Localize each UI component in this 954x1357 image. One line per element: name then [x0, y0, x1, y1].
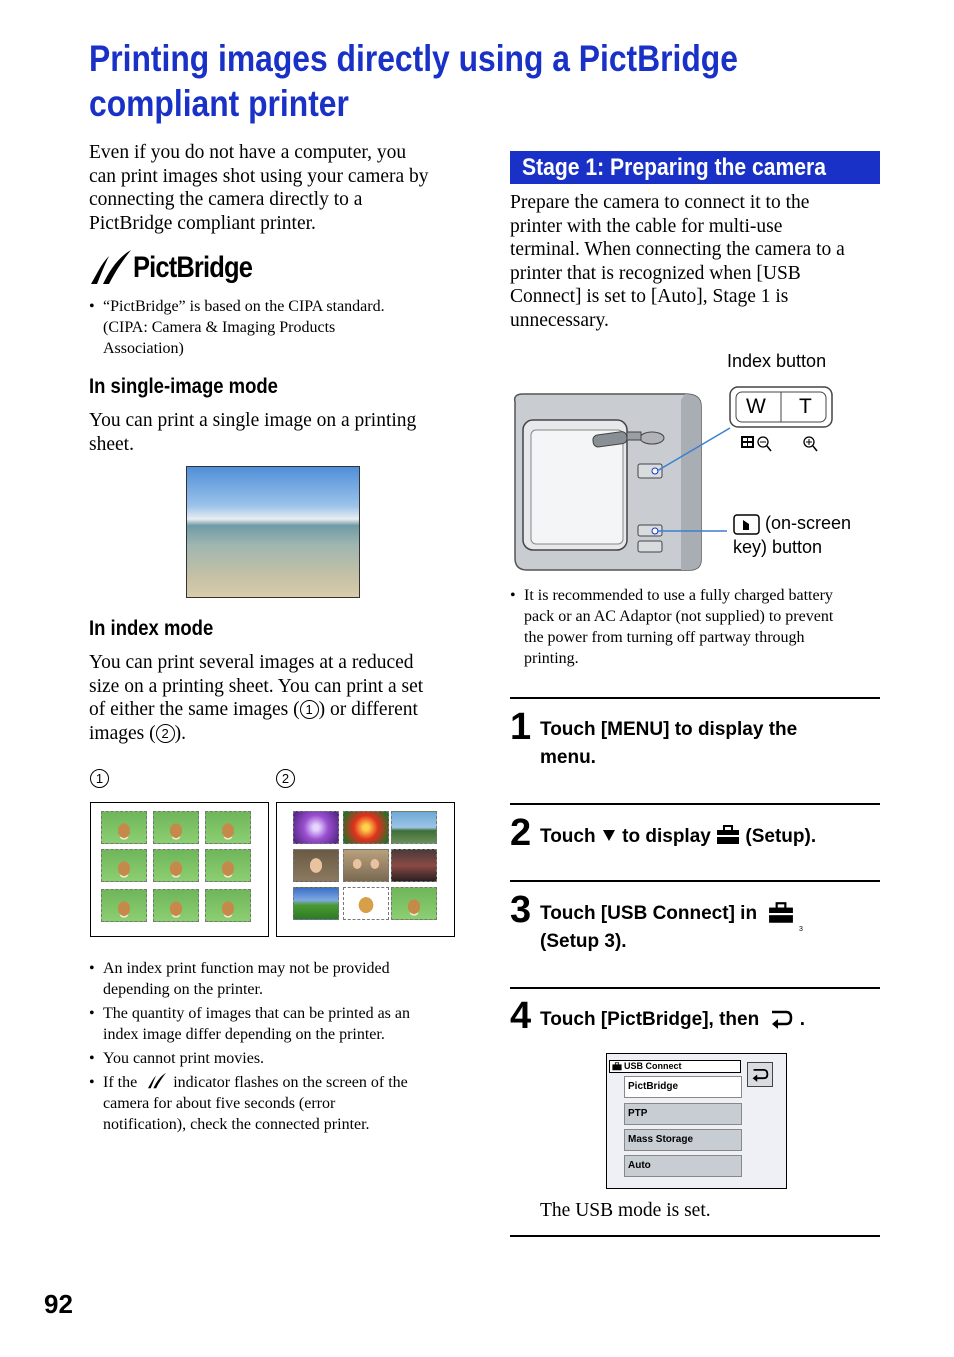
w-label: W: [746, 395, 766, 418]
toolbox-icon: [716, 825, 740, 845]
thumb-landscape: [391, 811, 437, 844]
usb-option-auto[interactable]: Auto: [624, 1155, 742, 1177]
single-mode-heading: In single-image mode: [89, 375, 278, 398]
setup-3-subscript: 3: [799, 926, 803, 933]
step-3-number: 3: [510, 889, 532, 931]
index-mode-text: You can print several images at a reduced size on a printing sheet. You can print a set of either the same images ( 1 ) or different images ( 2 ).: [89, 652, 424, 744]
usb-connect-header: USB Connect: [609, 1060, 741, 1073]
pictbridge-logo: PictBridge: [89, 248, 133, 293]
toolbox-icon: [612, 1062, 622, 1071]
return-icon: [748, 1063, 772, 1086]
thumb: [153, 849, 199, 882]
thumb-tree: [391, 849, 437, 882]
onscreen-key-label-b: key) button: [733, 537, 823, 557]
thumb-flower-purple: [293, 811, 339, 844]
marker-2: 2: [276, 769, 295, 788]
return-icon: [768, 1008, 794, 1030]
marker-1: 1: [90, 769, 109, 788]
thumb-field: [293, 887, 339, 920]
thumb: [101, 889, 147, 922]
divider: [510, 697, 880, 699]
thumb: [101, 811, 147, 844]
thumb-flower-red: [343, 811, 389, 844]
index-mode-heading: In index mode: [89, 617, 214, 640]
stage-heading: Stage 1: Preparing the camera: [510, 151, 880, 184]
return-button[interactable]: [747, 1062, 773, 1087]
battery-note: • It is recommended to use a fully charged battery pack or an AC Adaptor (not supplied) to prevent the power from turning off partway through printing.: [510, 585, 890, 669]
step-4-text: Touch [PictBridge], then .: [540, 1009, 806, 1030]
page-title: Printing images directly using a PictBridge compliant printer: [89, 38, 738, 124]
index-notes: • An index print function may not be provided depending on the printer. • The quantity of images that can be printed as an index image differ depending on the printer. • You cannot print movies. • If the indicator flashes on the screen of the camera for about five seconds (error notification), check the connected printer.: [89, 958, 469, 1135]
step-3-text: Touch [USB Connect] in (Setup 3).: [540, 900, 794, 956]
thumb: [153, 889, 199, 922]
step-1-text: Touch [MENU] to display the menu.: [540, 719, 798, 768]
step-2-text: Touch to display (Setup).: [540, 826, 817, 847]
thumb-dog: [391, 887, 437, 920]
thumb: [153, 811, 199, 844]
thumb: [205, 849, 251, 882]
single-mode-text: You can print a single image on a printing sheet.: [89, 410, 417, 455]
usb-option-pictbridge[interactable]: PictBridge: [624, 1076, 742, 1098]
divider: [510, 987, 880, 989]
usb-option-ptp[interactable]: PTP: [624, 1103, 742, 1125]
pictbridge-indicator-icon: [143, 1072, 171, 1090]
usb-result-text: The USB mode is set.: [540, 1200, 711, 1221]
pictbridge-logo-icon: [89, 248, 133, 288]
down-triangle-icon: [603, 830, 615, 841]
divider: [510, 880, 880, 882]
usb-option-mass-storage[interactable]: Mass Storage: [624, 1129, 742, 1151]
divider: [510, 1235, 880, 1237]
index-button-label: Index button: [727, 351, 827, 371]
thumb-group: [343, 849, 389, 882]
thumb-puppy: [343, 887, 389, 920]
thumb: [101, 849, 147, 882]
onscreen-key-label-a: (on-screen: [765, 513, 852, 533]
thumb-portrait: [293, 849, 339, 882]
thumb: [205, 889, 251, 922]
step-4-number: 4: [510, 995, 532, 1037]
pictbridge-note: • “PictBridge” is based on the CIPA standard. (CIPA: Camera & Imaging Products Association): [89, 296, 385, 359]
beach-photo: [186, 466, 360, 598]
thumb: [205, 811, 251, 844]
page-number: 92: [44, 1289, 73, 1319]
index-sheet-same: [90, 802, 269, 937]
intro-text: Even if you do not have a computer, you can print images shot using your camera by connecting the camera directly to a PictBridge compliant printer.: [89, 142, 429, 234]
divider: [510, 803, 880, 805]
stage-text: Prepare the camera to connect it to the printer with the cable for multi-use terminal. When connecting the camera to a printer that is recognized when [USB Connect] is set to [Auto], Stage 1 is unnecessary.: [510, 192, 845, 331]
toolbox-icon: [768, 902, 794, 924]
step-1-number: 1: [510, 706, 532, 748]
step-2-number: 2: [510, 812, 532, 854]
t-label: T: [799, 395, 812, 418]
index-sheet-different: [276, 802, 455, 937]
